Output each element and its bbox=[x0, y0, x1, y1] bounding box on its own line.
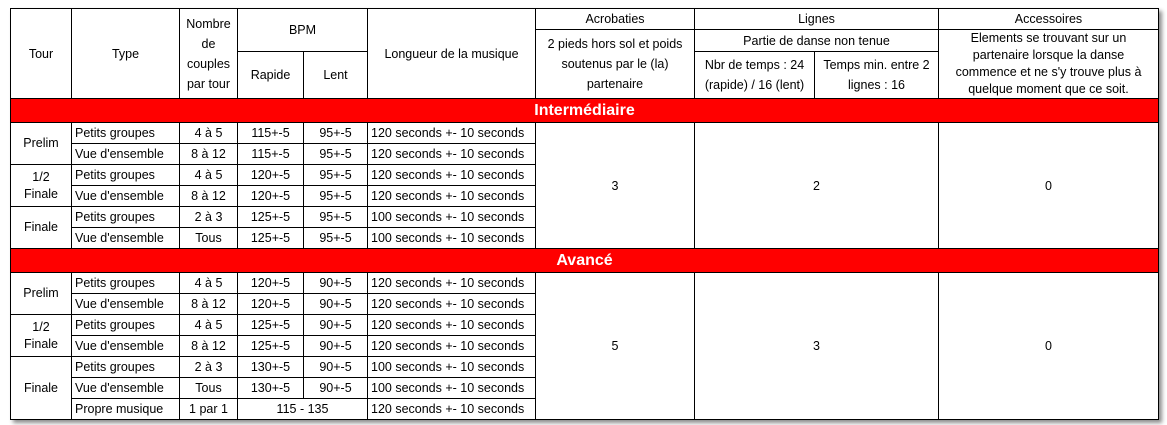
lignes-value: 2 bbox=[695, 123, 939, 249]
tour-cell bbox=[11, 273, 72, 315]
type-cell: Petits groupes bbox=[72, 207, 180, 228]
type-cell: Petits groupes bbox=[72, 273, 180, 294]
rapide-cell: 120+-5 bbox=[238, 273, 304, 294]
longueur-cell: 120 seconds +- 10 seconds bbox=[368, 315, 536, 336]
longueur-cell: 120 seconds +- 10 seconds bbox=[368, 399, 536, 420]
lent-cell: 95+-5 bbox=[304, 207, 368, 228]
table-row bbox=[11, 273, 1159, 294]
rapide-cell: 115+-5 bbox=[238, 144, 304, 165]
header-accessoires: Accessoires bbox=[939, 9, 1159, 30]
rules-table bbox=[10, 8, 1159, 420]
lent-cell: 90+-5 bbox=[304, 336, 368, 357]
tour-label: Finale bbox=[23, 220, 59, 234]
couples-cell: 8 à 12 bbox=[180, 186, 238, 207]
tour-cell bbox=[11, 207, 72, 249]
section-title: Intermédiaire bbox=[11, 99, 1159, 123]
header-couples-line4: par tour bbox=[186, 76, 231, 91]
rapide-cell: 115+-5 bbox=[238, 123, 304, 144]
rapide-cell: 125+-5 bbox=[238, 207, 304, 228]
header-lignes-sub: Partie de danse non tenue bbox=[695, 30, 939, 52]
lent-cell: 95+-5 bbox=[304, 123, 368, 144]
header-lignes-nbr: Nbr de temps : 24 (rapide) / 16 (lent) bbox=[695, 52, 815, 99]
header-tour: Tour bbox=[11, 9, 72, 99]
rapide-cell: 120+-5 bbox=[238, 165, 304, 186]
header-couples-line1: Nombre bbox=[186, 16, 231, 31]
header-couples-line2: de bbox=[201, 36, 216, 51]
longueur-cell: 120 seconds +- 10 seconds bbox=[368, 336, 536, 357]
longueur-cell: 100 seconds +- 10 seconds bbox=[368, 357, 536, 378]
header-lignes-min: Temps min. entre 2 lignes : 16 bbox=[815, 52, 939, 99]
type-cell: Vue d'ensemble bbox=[72, 336, 180, 357]
rapide-cell: 120+-5 bbox=[238, 186, 304, 207]
tour-cell bbox=[11, 357, 72, 420]
header-rapide: Rapide bbox=[238, 52, 304, 99]
type-cell: Petits groupes bbox=[72, 315, 180, 336]
rules-table-container bbox=[10, 8, 1159, 420]
longueur-cell: 120 seconds +- 10 seconds bbox=[368, 294, 536, 315]
type-cell: Vue d'ensemble bbox=[72, 144, 180, 165]
rapide-cell: 125+-5 bbox=[238, 336, 304, 357]
lent-cell: 90+-5 bbox=[304, 357, 368, 378]
type-cell: Vue d'ensemble bbox=[72, 228, 180, 249]
header-couples-line3: couples bbox=[186, 56, 231, 71]
tour-label: 1/2 bbox=[32, 319, 50, 334]
header-bpm: BPM bbox=[238, 9, 368, 52]
longueur-cell: 120 seconds +- 10 seconds bbox=[368, 144, 536, 165]
couples-cell: 4 à 5 bbox=[180, 123, 238, 144]
tour-cell bbox=[11, 315, 72, 357]
lent-cell: 90+-5 bbox=[304, 378, 368, 399]
accessoires-value: 0 bbox=[939, 123, 1159, 249]
tour-cell bbox=[11, 123, 72, 165]
lent-cell: 95+-5 bbox=[304, 228, 368, 249]
acrobaties-value: 5 bbox=[536, 273, 695, 420]
type-cell: Propre musique bbox=[72, 399, 180, 420]
tour-label: 1/2 bbox=[32, 169, 50, 184]
header-couples bbox=[180, 9, 238, 99]
longueur-cell: 100 seconds +- 10 seconds bbox=[368, 207, 536, 228]
accessoires-value: 0 bbox=[939, 273, 1159, 420]
rapide-cell: 125+-5 bbox=[238, 315, 304, 336]
couples-cell: 8 à 12 bbox=[180, 336, 238, 357]
longueur-cell: 120 seconds +- 10 seconds bbox=[368, 165, 536, 186]
table-row bbox=[11, 123, 1159, 144]
lent-cell: 90+-5 bbox=[304, 315, 368, 336]
longueur-cell: 120 seconds +- 10 seconds bbox=[368, 123, 536, 144]
header-lignes: Lignes bbox=[695, 9, 939, 30]
longueur-cell: 100 seconds +- 10 seconds bbox=[368, 228, 536, 249]
lignes-value: 3 bbox=[695, 273, 939, 420]
longueur-cell: 120 seconds +- 10 seconds bbox=[368, 186, 536, 207]
longueur-cell: 100 seconds +- 10 seconds bbox=[368, 378, 536, 399]
tour-cell bbox=[11, 165, 72, 207]
type-cell: Vue d'ensemble bbox=[72, 294, 180, 315]
header-longueur: Longueur de la musique bbox=[368, 9, 536, 99]
couples-cell: 2 à 3 bbox=[180, 357, 238, 378]
header-accessoires-desc: Elements se trouvant sur un partenaire lorsque la danse commence et ne s'y trouve plus à quelque moment que ce soit. bbox=[939, 30, 1159, 99]
couples-cell: Tous bbox=[180, 228, 238, 249]
lent-cell: 90+-5 bbox=[304, 294, 368, 315]
type-cell: Vue d'ensemble bbox=[72, 186, 180, 207]
couples-cell: 4 à 5 bbox=[180, 315, 238, 336]
tour-label: Prelim bbox=[23, 286, 59, 300]
couples-cell: 4 à 5 bbox=[180, 165, 238, 186]
tour-label-line2: Finale bbox=[23, 336, 59, 351]
header-acrobaties-desc: 2 pieds hors sol et poids soutenus par le (la) partenaire bbox=[536, 30, 695, 99]
couples-cell: 1 par 1 bbox=[180, 399, 238, 420]
tour-label: Prelim bbox=[23, 136, 59, 150]
header-lent: Lent bbox=[304, 52, 368, 99]
rapide-cell: 130+-5 bbox=[238, 378, 304, 399]
header-type: Type bbox=[72, 9, 180, 99]
lent-cell: 95+-5 bbox=[304, 165, 368, 186]
couples-cell: Tous bbox=[180, 378, 238, 399]
tour-label-line2: Finale bbox=[23, 186, 59, 201]
tour-label: Finale bbox=[23, 380, 59, 395]
couples-cell: 8 à 12 bbox=[180, 144, 238, 165]
lent-cell: 95+-5 bbox=[304, 144, 368, 165]
couples-cell: 8 à 12 bbox=[180, 294, 238, 315]
rapide-cell: 125+-5 bbox=[238, 228, 304, 249]
couples-cell: 4 à 5 bbox=[180, 273, 238, 294]
couples-cell: 2 à 3 bbox=[180, 207, 238, 228]
lent-cell: 90+-5 bbox=[304, 273, 368, 294]
rapide-cell: 130+-5 bbox=[238, 357, 304, 378]
type-cell: Petits groupes bbox=[72, 357, 180, 378]
longueur-cell: 120 seconds +- 10 seconds bbox=[368, 273, 536, 294]
type-cell: Petits groupes bbox=[72, 165, 180, 186]
acrobaties-value: 3 bbox=[536, 123, 695, 249]
section-title: Avancé bbox=[11, 249, 1159, 273]
bpm-range-cell: 115 - 135 bbox=[238, 399, 368, 420]
rapide-cell: 120+-5 bbox=[238, 294, 304, 315]
type-cell: Vue d'ensemble bbox=[72, 378, 180, 399]
type-cell: Petits groupes bbox=[72, 123, 180, 144]
header-acrobaties: Acrobaties bbox=[536, 9, 695, 30]
lent-cell: 95+-5 bbox=[304, 186, 368, 207]
